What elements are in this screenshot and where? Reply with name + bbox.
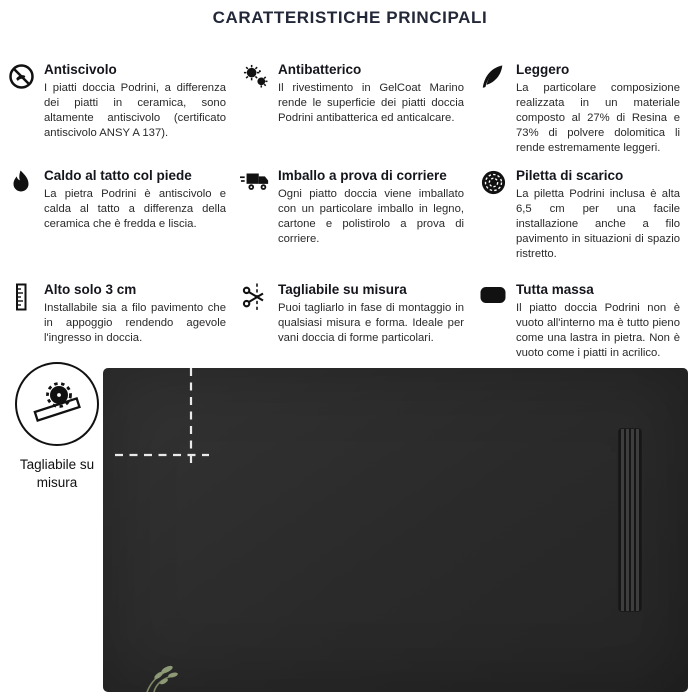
scissors-icon — [240, 282, 270, 311]
feature-tutta-massa — [478, 282, 694, 361]
feature-description: La piletta Podrini inclusa è alta 6,5 cm per una facile installazione anche a filo pavimento in situazioni di spazio ristretto. — [516, 187, 680, 260]
feature-title: Imballo a prova di corriere — [278, 168, 447, 183]
feature-description: Il piatto doccia Podrini non è vuoto all'interno ma è tutto pieno come una lastra in pietra. Non è vuoto come i piatti in acrilico. — [516, 301, 680, 359]
cut-lines — [103, 368, 243, 488]
feature-antiscivolo — [6, 62, 240, 168]
feature-description: La pietra Podrini è antiscivolo e calda al tatto a differenza della ceramica che è fredda e liscia. — [44, 187, 226, 230]
drain-icon — [478, 168, 508, 196]
delivery-truck-icon — [240, 168, 270, 193]
flame-icon — [6, 168, 36, 197]
feature-alto-3cm — [6, 282, 240, 361]
feature-caldo-al-tatto — [6, 168, 240, 282]
cut-to-size-badge-circle — [15, 362, 99, 446]
shower-tray-image — [103, 368, 688, 692]
feature-title: Antiscivolo — [44, 62, 117, 77]
ruler-icon — [6, 282, 36, 311]
feature-title: Alto solo 3 cm — [44, 282, 137, 297]
page-title: CARATTERISTICHE PRINCIPALI — [212, 8, 488, 27]
no-slip-icon — [6, 62, 36, 90]
badge-label: Tagliabile su misura — [19, 457, 95, 490]
feature-tagliabile — [240, 282, 478, 361]
feature-antibatterico — [240, 62, 478, 168]
feature-imballo — [240, 168, 478, 282]
feature-title: Tutta massa — [516, 282, 594, 297]
feature-title: Piletta di scarico — [516, 168, 624, 183]
feature-description: I piatti doccia Podrini, a differenza dei piatti in ceramica, sono altamente antiscivolo (certificato antiscivolo ANSY A 137). — [44, 81, 226, 139]
circular-saw-icon — [33, 378, 81, 431]
linear-drain — [618, 428, 642, 612]
feature-title: Antibatterico — [278, 62, 362, 77]
feature-description: Puoi tagliarlo in fase di montaggio in qualsiasi misura e forma. Ideale per vani doccia di forme particolari. — [278, 301, 464, 344]
feature-leggero — [478, 62, 694, 168]
feature-piletta — [478, 168, 694, 282]
feature-title: Leggero — [516, 62, 570, 77]
cut-to-size-badge — [12, 362, 102, 491]
feature-description: Il rivestimento in GelCoat Marino rende le superficie dei piatti doccia Podrini antibatterica ed anticalcare. — [278, 81, 464, 124]
feature-description: La particolare composizione realizzata in un materiale composto al 27% di Resina e 73% di polvere dolomitica li rende estremamente leggeri. — [516, 81, 680, 154]
feature-title: Caldo al tatto col piede — [44, 168, 192, 183]
bacteria-icon — [240, 62, 270, 90]
feature-description: Ogni piatto doccia viene imballato con un particolare imballo in legno, cartone e polistirolo a prova di corriere. — [278, 187, 464, 245]
feature-description: Installabile sia a filo pavimento che in appoggio rendendo agevole l'ingresso in doccia. — [44, 301, 226, 344]
feather-icon — [478, 62, 508, 90]
features-grid — [6, 62, 694, 361]
solid-slab-icon — [478, 282, 508, 307]
plant-sprig — [137, 648, 185, 692]
feature-title: Tagliabile su misura — [278, 282, 407, 297]
